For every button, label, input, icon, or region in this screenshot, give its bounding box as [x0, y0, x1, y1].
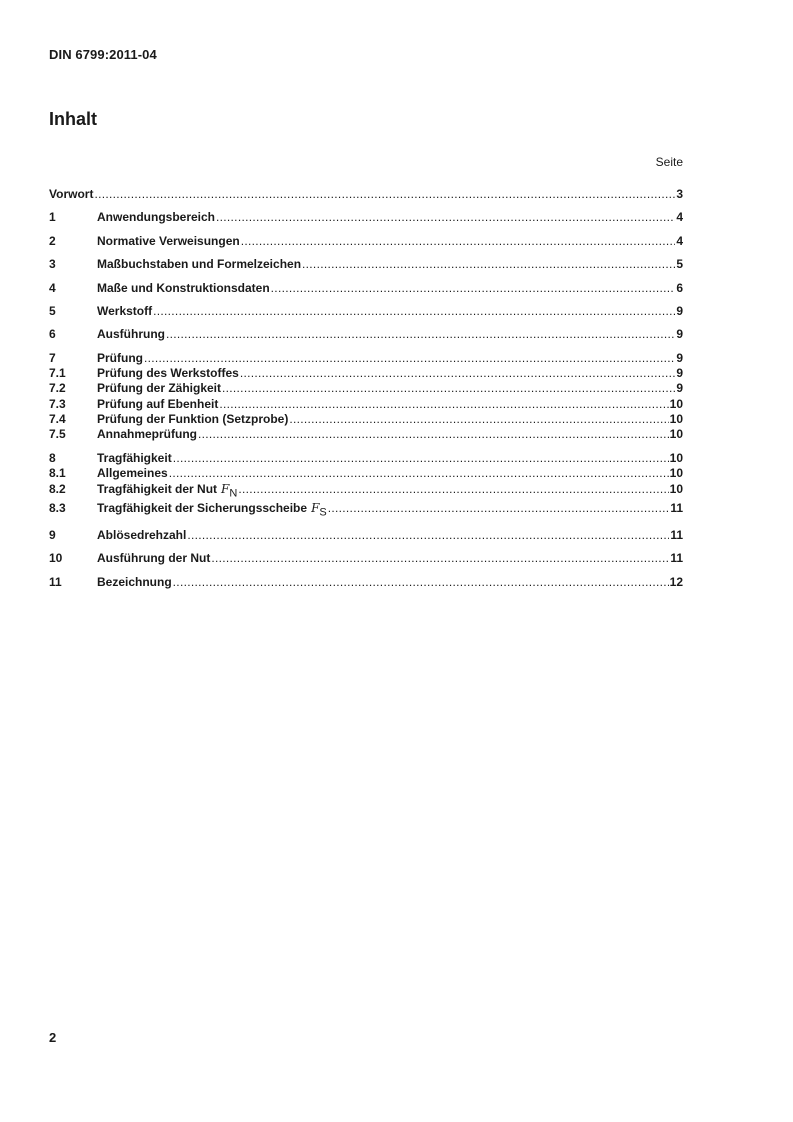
- toc-page-number: 12: [669, 575, 683, 589]
- toc-title: Prüfung des Werkstoffes: [97, 366, 239, 380]
- toc-title: Tragfähigkeit der Nut: [97, 482, 218, 496]
- document-id: DIN 6799:2011-04: [49, 47, 157, 62]
- toc-entry-11[interactable]: [49, 575, 683, 590]
- toc-leader-dots: [187, 528, 669, 543]
- toc-page-number: 3: [676, 187, 683, 201]
- toc-page-number: 6: [676, 281, 683, 295]
- toc-entry-5[interactable]: [49, 304, 683, 319]
- toc-title: Prüfung der Zähigkeit: [97, 381, 222, 395]
- toc-page-number: 10: [669, 397, 683, 411]
- toc-leader-dots: [94, 187, 675, 202]
- toc-title: Tragfähigkeit: [97, 451, 172, 465]
- toc-number: 8.2: [49, 482, 66, 496]
- toc-page-number: 10: [669, 412, 683, 426]
- toc-number: 1: [49, 210, 56, 224]
- toc-entry-10[interactable]: [49, 551, 683, 566]
- toc-leader-dots: [302, 257, 675, 272]
- page-number: 2: [49, 1030, 57, 1045]
- toc-leader-dots: [144, 351, 675, 366]
- toc-number: 8.3: [49, 501, 66, 515]
- toc-leader-dots: [289, 412, 668, 427]
- toc-number: 4: [49, 281, 56, 295]
- toc-entry-2[interactable]: [49, 234, 683, 249]
- toc-page-number: 11: [670, 551, 683, 565]
- toc-number: 2: [49, 234, 56, 248]
- toc-title: Maße und Konstruktionsdaten: [97, 281, 270, 295]
- toc-leader-dots: [173, 451, 669, 466]
- toc-number: 7: [49, 351, 56, 365]
- toc-leader-dots: [216, 210, 675, 225]
- toc-leader-dots: [166, 327, 675, 342]
- toc-number: 7.2: [49, 381, 66, 395]
- toc-entry-7-1[interactable]: [49, 366, 683, 381]
- toc-page-number: 9: [676, 366, 683, 380]
- toc-page-number: 4: [676, 210, 683, 224]
- toc-leader-dots: [328, 501, 670, 516]
- toc-leader-dots: [173, 575, 669, 590]
- toc-title: Ausführung der Nut: [97, 551, 211, 565]
- toc-number: 7.5: [49, 427, 66, 441]
- toc-number: 8: [49, 451, 56, 465]
- toc-entry-7[interactable]: [49, 351, 683, 366]
- page-title: Inhalt: [49, 109, 97, 129]
- toc-entry-8-2[interactable]: [49, 482, 683, 500]
- toc-number: 8.1: [49, 466, 66, 480]
- toc-leader-dots: [241, 234, 676, 249]
- formula-symbol: $F_N$: [221, 482, 238, 500]
- toc-title: Bezeichnung: [97, 575, 172, 589]
- toc-title: Anwendungsbereich: [97, 210, 216, 224]
- toc-title: Prüfung: [97, 351, 143, 365]
- toc-number: 11: [49, 575, 62, 589]
- toc-leader-dots: [222, 381, 675, 396]
- toc-page-number: 9: [676, 351, 683, 365]
- toc-leader-dots: [169, 466, 669, 481]
- toc-title: Prüfung der Funktion (Setzprobe): [97, 412, 289, 426]
- toc-title: Werkstoff: [97, 304, 153, 318]
- toc-entry-4[interactable]: [49, 281, 683, 296]
- toc-entry-8-1[interactable]: [49, 466, 683, 481]
- toc-entry-8-3[interactable]: [49, 501, 683, 519]
- toc-number: 7.3: [49, 397, 66, 411]
- toc-number: 5: [49, 304, 56, 318]
- toc-leader-dots: [240, 366, 676, 381]
- toc-entry-7-3[interactable]: [49, 397, 683, 412]
- toc-page-number: 10: [669, 482, 683, 496]
- toc-page-number: 9: [676, 381, 683, 395]
- toc-entry-7-4[interactable]: [49, 412, 683, 427]
- toc-page-number: 4: [676, 234, 683, 248]
- toc-entry-9[interactable]: [49, 528, 683, 543]
- toc-page-number: 11: [670, 501, 683, 515]
- toc-number: 10: [49, 551, 63, 565]
- formula-symbol: $F_S$: [311, 501, 327, 519]
- toc-number: 7.4: [49, 412, 66, 426]
- toc-title: Allgemeines: [97, 466, 168, 480]
- toc-title: Tragfähigkeit der Sicherungsscheibe: [97, 501, 308, 515]
- toc-title: Annahmeprüfung: [97, 427, 197, 441]
- toc-leader-dots: [271, 281, 676, 296]
- toc-title: Ablösedrehzahl: [97, 528, 187, 542]
- toc-entry-6[interactable]: [49, 327, 683, 342]
- toc-entry-7-5[interactable]: [49, 427, 683, 442]
- toc-entry-1[interactable]: [49, 210, 683, 225]
- toc-entry-8[interactable]: [49, 451, 683, 466]
- toc-entry-3[interactable]: [49, 257, 683, 272]
- toc-number: 3: [49, 257, 56, 271]
- toc-title: Prüfung auf Ebenheit: [97, 397, 219, 411]
- toc-page-number: 10: [669, 427, 683, 441]
- toc-page-number: 9: [676, 304, 683, 318]
- page-column-label: Seite: [655, 155, 683, 169]
- toc-title: Vorwort: [49, 187, 94, 201]
- toc-leader-dots: [153, 304, 675, 319]
- toc-number: 6: [49, 327, 56, 341]
- toc-number: 7.1: [49, 366, 66, 380]
- toc-page-number: 5: [676, 257, 683, 271]
- toc-entry-7-2[interactable]: [49, 381, 683, 396]
- toc-entry-vorwort[interactable]: [49, 187, 683, 202]
- toc-title: Maßbuchstaben und Formelzeichen: [97, 257, 302, 271]
- toc-page-number: 11: [670, 528, 683, 542]
- toc-number: 9: [49, 528, 56, 542]
- toc-page-number: 10: [669, 451, 683, 465]
- toc-page-number: 9: [676, 327, 683, 341]
- toc-leader-dots: [211, 551, 669, 566]
- toc-leader-dots: [219, 397, 668, 412]
- toc-page-number: 10: [669, 466, 683, 480]
- toc-title: Ausführung: [97, 327, 165, 341]
- toc-title: Normative Verweisungen: [97, 234, 240, 248]
- toc-leader-dots: [238, 482, 668, 497]
- toc-leader-dots: [198, 427, 669, 442]
